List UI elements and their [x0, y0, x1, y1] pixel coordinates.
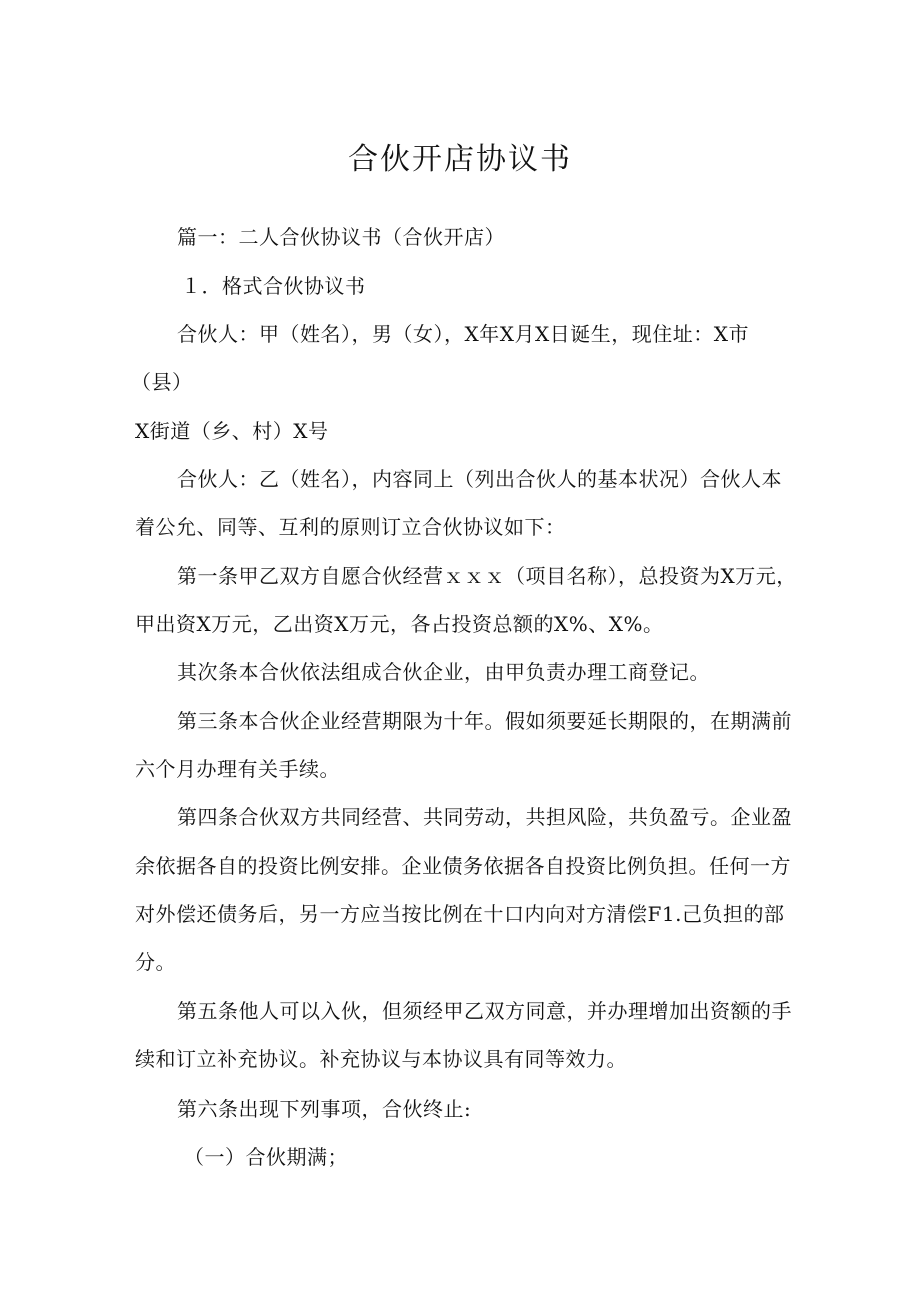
paragraph-line: 第三条本合伙企业经营期限为十年。假如须要延长期限的，在期满前 [177, 709, 792, 733]
paragraph-line: 余依据各自的投资比例安排。企业债务依据各自投资比例负担。任何一方 [135, 854, 791, 878]
document-title: 合伙开店协议书 [348, 142, 572, 177]
subsection-heading: １．格式合伙协议书 [181, 274, 366, 298]
section-heading: 篇一：二人合伙协议书（合伙开店） [177, 225, 505, 249]
paragraph-line: 六个月办理有关手续。 [135, 757, 340, 781]
paragraph-line: 对外偿还债务后，另一方应当按比例在十口内向对方清偿F1.己负担的部 [135, 902, 785, 926]
paragraph-line: （县） [131, 370, 193, 394]
paragraph-line: 着公允、同等、互利的原则订立合伙协议如下： [135, 515, 566, 539]
paragraph-line: 甲出资X万元，乙出资X万元，各占投资总额的X%、X%。 [135, 612, 664, 636]
paragraph-line: 分。 [135, 950, 176, 974]
paragraph-line: X街道（乡、村）X号 [135, 419, 329, 443]
paragraph-line: 合伙人：乙（姓名），内容同上（列出合伙人的基本状况）合伙人本 [177, 467, 782, 491]
list-item: （一）合伙期满； [184, 1145, 348, 1169]
paragraph-line: 续和订立补充协议。补充协议与本协议具有同等效力。 [135, 1047, 627, 1071]
paragraph-line: 合伙人：甲（姓名），男（女），X年X月X日诞生，现住址：X市 [177, 322, 749, 346]
paragraph-line: 第五条他人可以入伙，但须经甲乙双方同意，并办理增加出资额的手 [177, 999, 792, 1023]
paragraph-line: 第一条甲乙双方自愿合伙经营ｘｘｘ（项目名称），总投资为X万元， [177, 564, 797, 588]
paragraph-line: 第四条合伙双方共同经营、共同劳动，共担风险，共负盈亏。企业盈 [177, 805, 792, 829]
paragraph-line: 第六条出现下列事项，合伙终止: [177, 1097, 472, 1121]
paragraph-line: 其次条本合伙依法组成合伙企业，由甲负责办理工商登记。 [177, 660, 710, 684]
